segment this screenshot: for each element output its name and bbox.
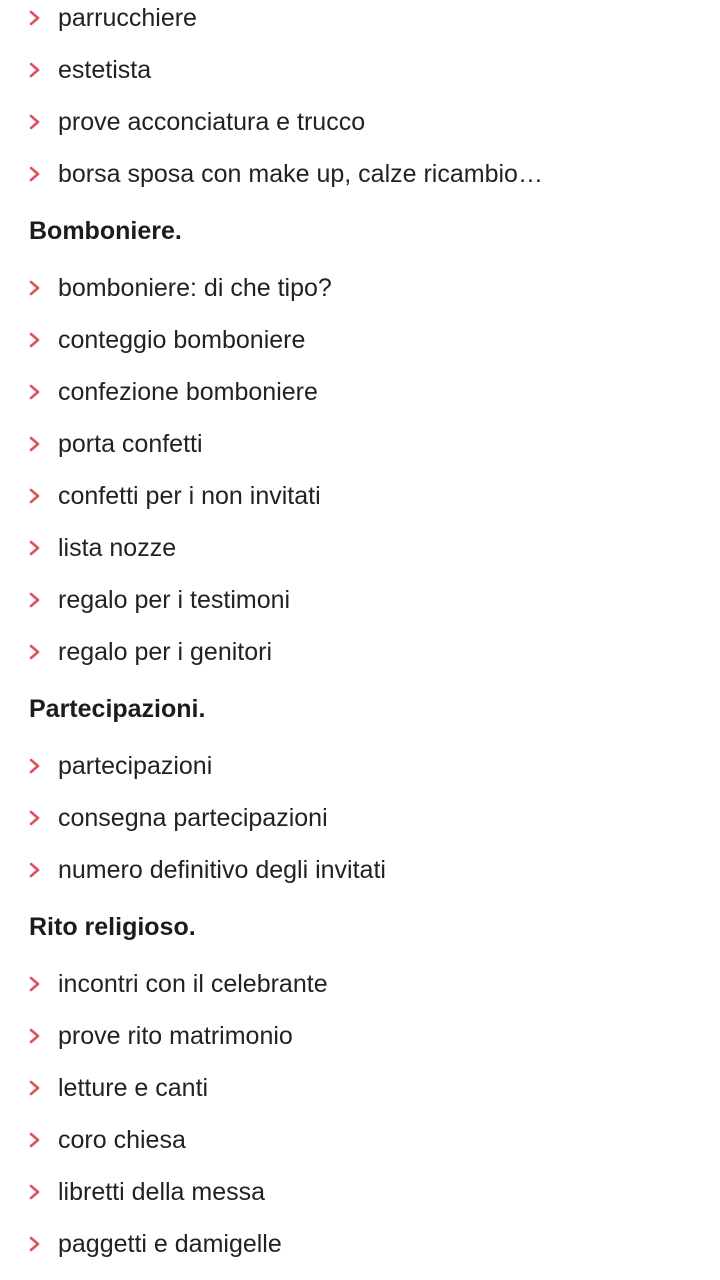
chevron-right-icon: [28, 488, 42, 504]
list-item: [0, 44, 720, 96]
list-item-label: conteggio bomboniere: [58, 326, 306, 354]
list-item: [0, 0, 720, 44]
list-item-label: borsa sposa con make up, calze ricambio…: [58, 160, 543, 188]
list-item: [0, 1166, 720, 1218]
chevron-right-icon: [28, 1132, 42, 1148]
chevron-right-icon: [28, 1080, 42, 1096]
chevron-right-icon: [28, 540, 42, 556]
chevron-right-icon: [28, 332, 42, 348]
list-item-label: consegna partecipazioni: [58, 804, 328, 832]
list-item-label: coro chiesa: [58, 1126, 186, 1154]
chevron-right-icon: [28, 436, 42, 452]
list-item-label: estetista: [58, 56, 152, 84]
list-item: [0, 740, 720, 792]
chevron-right-icon: [28, 976, 42, 992]
checklist-section: [0, 0, 720, 200]
list-item-label: bomboniere: di che tipo?: [58, 274, 332, 302]
list-item-label: numero definitivo degli invitati: [58, 856, 386, 884]
chevron-right-icon: [28, 166, 42, 182]
section-heading: Partecipazioni.: [29, 695, 206, 723]
chevron-right-icon: [28, 1236, 42, 1252]
list-item: [0, 1218, 720, 1270]
list-item: [0, 148, 720, 200]
chevron-right-icon: [28, 1184, 42, 1200]
list-item: [0, 314, 720, 366]
chevron-right-icon: [28, 810, 42, 826]
list-item: [0, 1114, 720, 1166]
chevron-right-icon: [28, 592, 42, 608]
list-item-label: confezione bomboniere: [58, 378, 318, 406]
list-item-label: prove acconciatura e trucco: [58, 108, 366, 136]
section-heading: Bomboniere.: [29, 217, 182, 245]
checklist-section: [0, 200, 720, 678]
list-item-label: partecipazioni: [58, 752, 213, 780]
chevron-right-icon: [28, 280, 42, 296]
list-item-label: regalo per i testimoni: [58, 586, 291, 614]
list-item: [0, 1062, 720, 1114]
chevron-right-icon: [28, 62, 42, 78]
list-item-label: porta confetti: [58, 430, 203, 458]
list-item: [0, 626, 720, 678]
list-item-label: letture e canti: [58, 1074, 209, 1102]
list-item-label: lista nozze: [58, 534, 177, 562]
list-item: [0, 262, 720, 314]
section-heading: Rito religioso.: [29, 913, 196, 941]
list-item: [0, 96, 720, 148]
list-item: [0, 1010, 720, 1062]
list-item-label: confetti per i non invitati: [58, 482, 321, 510]
checklist-section: [0, 896, 720, 1270]
chevron-right-icon: [28, 384, 42, 400]
chevron-right-icon: [28, 644, 42, 660]
chevron-right-icon: [28, 758, 42, 774]
list-item-label: parrucchiere: [58, 4, 197, 32]
list-item: [0, 958, 720, 1010]
chevron-right-icon: [28, 114, 42, 130]
chevron-right-icon: [28, 862, 42, 878]
chevron-right-icon: [28, 1028, 42, 1044]
list-item: [0, 792, 720, 844]
list-item: [0, 418, 720, 470]
list-item: [0, 522, 720, 574]
list-item-label: paggetti e damigelle: [58, 1230, 282, 1258]
list-item-label: libretti della messa: [58, 1178, 266, 1206]
checklist-section: [0, 678, 720, 896]
list-item-label: prove rito matrimonio: [58, 1022, 293, 1050]
list-item: [0, 844, 720, 896]
list-item: [0, 470, 720, 522]
list-item: [0, 574, 720, 626]
list-item-label: regalo per i genitori: [58, 638, 273, 666]
list-item-label: incontri con il celebrante: [58, 970, 328, 998]
list-item: [0, 366, 720, 418]
chevron-right-icon: [28, 10, 42, 26]
